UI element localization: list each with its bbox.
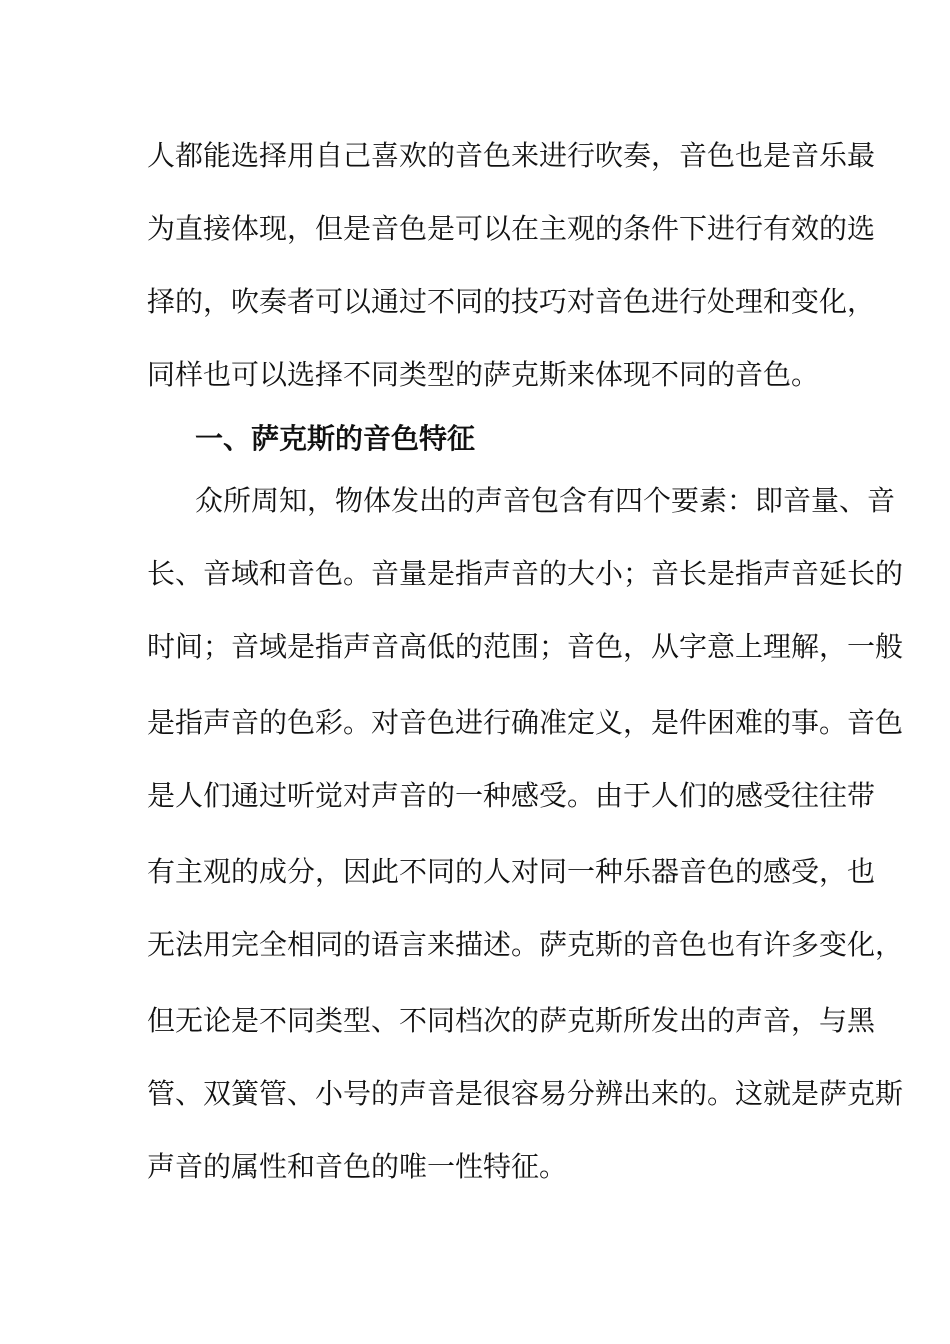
paragraph-line: 管、双簧管、小号的声音是很容易分辨出来的。这就是萨克斯 bbox=[147, 1077, 904, 1110]
paragraph-line: 众所周知，物体发出的声音包含有四个要素：即音量、音 bbox=[195, 484, 896, 517]
section-heading: 一、萨克斯的音色特征 bbox=[195, 422, 476, 455]
paragraph-line: 人都能选择用自己喜欢的音色来进行吹奏，音色也是音乐最 bbox=[147, 139, 876, 172]
paragraph-line: 声音的属性和音色的唯一性特征。 bbox=[147, 1150, 568, 1183]
paragraph-line: 同样也可以选择不同类型的萨克斯来体现不同的音色。 bbox=[147, 358, 820, 391]
paragraph-line: 无法用完全相同的语言来描述。萨克斯的音色也有许多变化， bbox=[147, 928, 904, 961]
paragraph-line: 为直接体现，但是音色是可以在主观的条件下进行有效的选 bbox=[147, 212, 876, 245]
paragraph-line: 时间；音域是指声音高低的范围；音色，从字意上理解，一般 bbox=[147, 630, 904, 663]
paragraph-line: 择的，吹奏者可以通过不同的技巧对音色进行处理和变化， bbox=[147, 285, 876, 318]
paragraph-line: 是指声音的色彩。对音色进行确准定义，是件困难的事。音色 bbox=[147, 706, 904, 739]
paragraph-line: 但无论是不同类型、不同档次的萨克斯所发出的声音，与黑 bbox=[147, 1004, 876, 1037]
paragraph-line: 是人们通过听觉对声音的一种感受。由于人们的感受往往带 bbox=[147, 779, 876, 812]
paragraph-line: 长、音域和音色。音量是指声音的大小；音长是指声音延长的 bbox=[147, 557, 904, 590]
paragraph-line: 有主观的成分，因此不同的人对同一种乐器音色的感受，也 bbox=[147, 855, 876, 888]
